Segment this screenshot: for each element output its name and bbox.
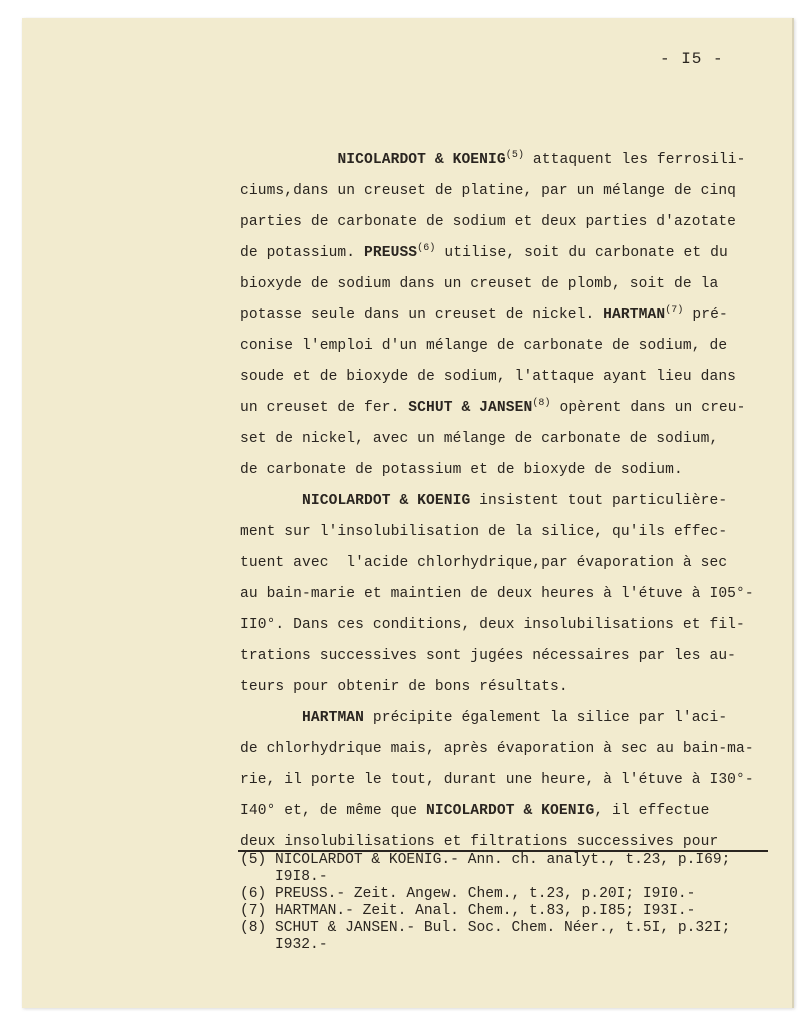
text-line: HARTMAN précipite également la silice par l'aci- xyxy=(302,710,728,726)
footnote-line: (8) SCHUT & JANSEN.- Bul. Soc. Chem. Néer., t.5I, p.32I; xyxy=(240,920,731,936)
footnote-line: I932.- xyxy=(240,937,328,953)
text-line: conise l'emploi d'un mélange de carbonate de sodium, de xyxy=(240,338,728,354)
text-line: bioxyde de sodium dans un creuset de plomb, soit de la xyxy=(240,276,719,292)
body-text xyxy=(240,145,770,858)
text-line: de chlorhydrique mais, après évaporation à sec au bain-ma- xyxy=(240,741,754,757)
footnote-line: (6) PREUSS.- Zeit. Angew. Chem., t.23, p.20I; I9I0.- xyxy=(240,886,696,902)
text-line: rie, il porte le tout, durant une heure, à l'étuve à I30°- xyxy=(240,772,754,788)
reference-marker: (7) xyxy=(665,305,684,316)
text-line: ciums,dans un creuset de platine, par un mélange de cinq xyxy=(240,183,737,199)
text-line: au bain-marie et maintien de deux heures à l'étuve à I05°- xyxy=(240,586,754,602)
author-name: NICOLARDOT & KOENIG xyxy=(302,493,471,509)
author-name: HARTMAN xyxy=(302,710,365,726)
text-line: potasse seule dans un creuset de nickel. HARTMAN$^{(7)}$ pré- xyxy=(240,305,728,323)
author-name: PREUSS xyxy=(364,245,418,261)
text-line: teurs pour obtenir de bons résultats. xyxy=(240,679,568,695)
reference-marker: (5) xyxy=(505,150,525,161)
text-line: de carbonate de potassium et de bioxyde de sodium. xyxy=(240,462,683,478)
reference-marker: (6) xyxy=(417,243,436,254)
text-line: soude et de bioxyde de sodium, l'attaque ayant lieu dans xyxy=(240,369,737,385)
footnote-line: (7) HARTMAN.- Zeit. Anal. Chem., t.83, p.I85; I93I.- xyxy=(240,903,696,919)
text-line: NICOLARDOT & KOENIG$^{(5)}$ attaquent les ferrosili- xyxy=(337,150,746,168)
text-line: tuent avec l'acide chlorhydrique,par évaporation à sec xyxy=(240,555,728,571)
page-number: - I5 - xyxy=(660,50,724,68)
text-line: deux insolubilisations et filtrations successives pour xyxy=(240,834,719,850)
text-line: NICOLARDOT & KOENIG insistent tout particulière- xyxy=(302,493,728,509)
footnotes xyxy=(240,852,770,954)
footnote-line: (5) NICOLARDOT & KOENIG.- Ann. ch. analyt., t.23, p.I69; xyxy=(240,852,731,868)
text-line: II0°. Dans ces conditions, deux insolubilisations et fil- xyxy=(240,617,745,633)
author-name: SCHUT & JANSEN xyxy=(408,400,533,416)
author-name: NICOLARDOT & KOENIG xyxy=(337,152,506,168)
text-line: set de nickel, avec un mélange de carbonate de sodium, xyxy=(240,431,719,447)
author-name: NICOLARDOT & KOENIG xyxy=(426,803,595,819)
text-line: de potassium. PREUSS$^{(6)}$ utilise, soit du carbonate et du xyxy=(240,243,728,261)
text-line: parties de carbonate de sodium et deux parties d'azotate xyxy=(240,214,737,230)
text-line: I40° et, de même que NICOLARDOT & KOENIG, il effectue xyxy=(240,803,710,819)
text-line: trations successives sont jugées nécessaires par les au- xyxy=(240,648,737,664)
text-line: ment sur l'insolubilisation de la silice, qu'ils effec- xyxy=(240,524,728,540)
text-line: un creuset de fer. SCHUT & JANSEN$^{(8)}$ opèrent dans un creu- xyxy=(240,398,746,416)
document-page xyxy=(22,18,794,1008)
reference-marker: (8) xyxy=(532,398,551,409)
footnote-line: I9I8.- xyxy=(240,869,328,885)
author-name: HARTMAN xyxy=(603,307,666,323)
